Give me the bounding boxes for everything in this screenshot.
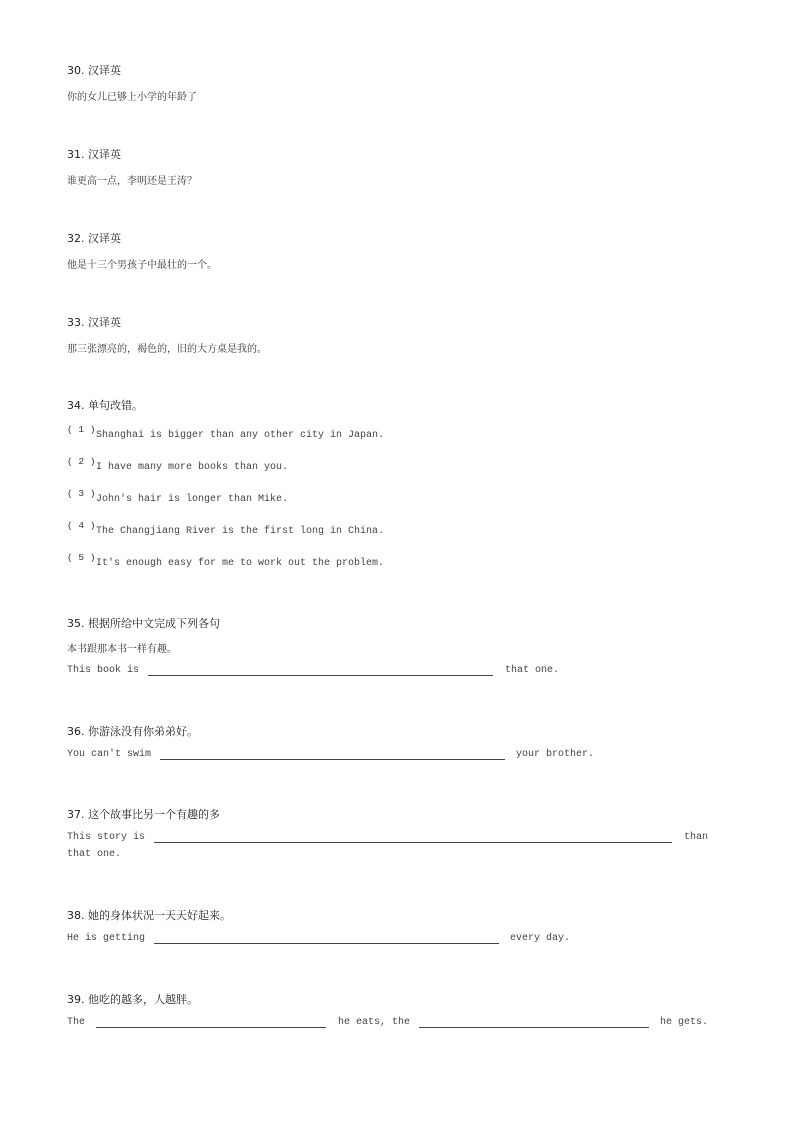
q38-text-before: He is getting	[67, 933, 146, 944]
question-37-title: 37. 这个故事比另一个有趣的多	[67, 808, 220, 821]
question-32-title: 32. 汉译英	[67, 232, 121, 245]
item-number: ( 1 )	[67, 424, 96, 435]
item-sentence: Shanghai is bigger than any other city in Japan.	[96, 430, 385, 441]
q36-text-after: your brother.	[516, 749, 595, 760]
question-32-prompt: 他是十三个男孩子中最壮的一个。	[67, 260, 217, 271]
question-35-title: 35. 根据所给中文完成下列各句	[67, 617, 220, 630]
item-number: ( 3 )	[67, 488, 96, 499]
q37-answer-blank[interactable]	[154, 842, 672, 843]
q39-answer-blank-2[interactable]	[419, 1027, 649, 1028]
q35-text-after: that one.	[505, 665, 560, 676]
question-35-prompt: 本书跟那本书一样有趣。	[67, 644, 177, 655]
question-38-title: 38. 她的身体状况一天天好起来。	[67, 909, 231, 922]
question-30-title: 30. 汉译英	[67, 64, 121, 77]
question-31-title: 31. 汉译英	[67, 148, 121, 161]
item-sentence: John's hair is longer than Mike.	[96, 494, 289, 505]
q37-text-after: than	[684, 832, 709, 843]
q39-answer-blank-1[interactable]	[96, 1027, 326, 1028]
question-31-prompt: 谁更高一点，李明还是王涛？	[67, 176, 197, 187]
question-39-title: 39. 他吃的越多，人越胖。	[67, 993, 198, 1006]
item-sentence: I have many more books than you.	[96, 462, 289, 473]
item-sentence: It's enough easy for me to work out the problem.	[96, 558, 385, 569]
q39-text-part3: he gets.	[660, 1017, 709, 1028]
q37-text-before: This story is	[67, 832, 146, 843]
question-36-title: 36. 你游泳没有你弟弟好。	[67, 725, 198, 738]
q35-text-before: This book is	[67, 665, 140, 676]
q38-text-after: every day.	[510, 933, 571, 944]
item-number: ( 5 )	[67, 552, 96, 563]
q37-text-line2: that one.	[67, 849, 122, 860]
q39-text-part1: The	[67, 1017, 86, 1028]
question-33-prompt: 那三张漂亮的，褐色的，旧的大方桌是我的。	[67, 344, 267, 355]
question-34-title: 34. 单句改错。	[67, 399, 143, 412]
q36-answer-blank[interactable]	[160, 759, 505, 760]
q36-text-before: You can't swim	[67, 749, 152, 760]
q38-answer-blank[interactable]	[154, 943, 499, 944]
q35-answer-blank[interactable]	[148, 675, 493, 676]
question-30-prompt: 你的女儿已够上小学的年龄了	[67, 92, 197, 103]
item-number: ( 4 )	[67, 520, 96, 531]
q39-text-part2: he eats, the	[338, 1017, 411, 1028]
item-number: ( 2 )	[67, 456, 96, 467]
item-sentence: The Changjiang River is the first long in China.	[96, 526, 385, 537]
question-33-title: 33. 汉译英	[67, 316, 121, 329]
